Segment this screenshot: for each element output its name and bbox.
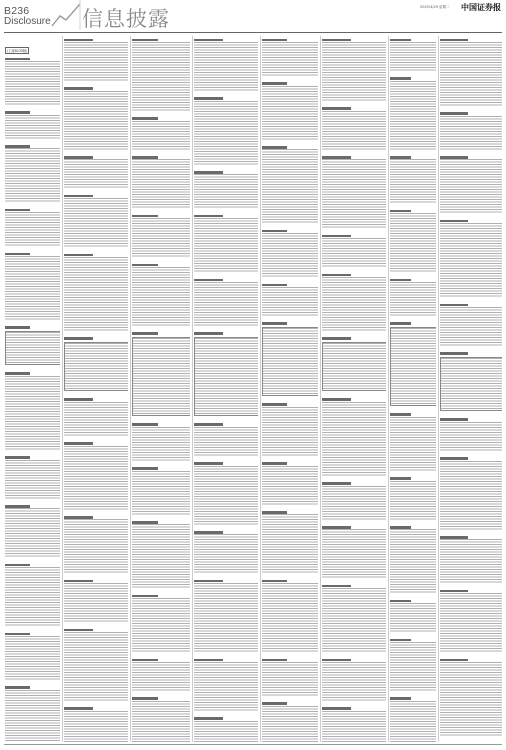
paragraph-text	[194, 721, 258, 742]
paragraph-heading	[194, 332, 223, 335]
paragraph-text	[132, 42, 190, 112]
paragraph-text	[390, 81, 436, 151]
paragraph-heading	[390, 39, 411, 42]
paragraph-text	[440, 662, 502, 737]
paragraph-heading	[390, 413, 411, 416]
paragraph-text	[440, 42, 502, 107]
text-column-8	[440, 37, 502, 742]
paragraph-text	[5, 256, 60, 321]
paragraph-text	[64, 198, 128, 248]
paragraph-text	[322, 111, 386, 151]
paragraph-text	[322, 238, 386, 268]
paragraph-text	[194, 466, 258, 526]
paragraph-heading	[64, 254, 93, 257]
paragraph-text	[262, 407, 318, 457]
paragraph-text	[194, 174, 258, 209]
paragraph-heading	[64, 516, 93, 519]
paragraph-heading	[194, 462, 223, 465]
paragraph-heading	[132, 264, 158, 267]
trend-line-icon	[50, 0, 84, 30]
paragraph-text	[64, 91, 128, 151]
paragraph-heading	[390, 477, 411, 480]
paragraph-text	[5, 115, 60, 140]
paragraph-heading	[132, 39, 158, 42]
paragraph-text	[132, 121, 190, 151]
paragraph-heading	[5, 633, 30, 636]
column-text-blocks	[132, 39, 190, 743]
paragraph-heading	[390, 600, 411, 603]
paragraph-text	[5, 212, 60, 247]
column-text-blocks	[64, 39, 128, 743]
paragraph-heading	[194, 423, 223, 426]
paragraph-text	[5, 61, 60, 106]
paragraph-heading	[64, 195, 93, 198]
paragraph-heading	[262, 403, 287, 406]
paragraph-text	[322, 588, 386, 653]
paragraph-heading	[5, 58, 30, 61]
paragraph-heading	[322, 337, 351, 340]
text-column-2	[64, 37, 128, 742]
paragraph-text	[440, 422, 502, 452]
paragraph-text	[322, 159, 386, 229]
paragraph-heading	[390, 156, 411, 159]
paragraph-heading	[132, 697, 158, 700]
paragraph-text	[440, 116, 502, 151]
paragraph-text	[194, 282, 258, 327]
paragraph-text	[262, 327, 318, 396]
paragraph-heading	[440, 156, 468, 159]
paragraph-text	[194, 583, 258, 653]
paragraph-heading	[64, 707, 93, 710]
page-header	[0, 0, 506, 32]
paragraph-heading	[262, 580, 287, 583]
paragraph-text	[440, 539, 502, 584]
paragraph-text	[262, 514, 318, 574]
footer-rule	[4, 744, 502, 745]
paragraph-heading	[132, 521, 158, 524]
paragraph-text	[64, 519, 128, 574]
paragraph-heading	[64, 39, 93, 42]
paragraph-heading	[194, 39, 223, 42]
paragraph-heading	[132, 117, 158, 120]
paragraph-text	[132, 662, 190, 692]
paragraph-text	[5, 567, 60, 627]
paragraph-heading	[5, 686, 30, 689]
column-text-blocks	[440, 39, 502, 743]
paragraph-text	[440, 461, 502, 531]
paragraph-heading	[132, 332, 158, 335]
paragraph-text	[262, 706, 318, 742]
paragraph-text	[322, 711, 386, 742]
paragraph-heading	[132, 467, 158, 470]
column-text-blocks	[262, 39, 318, 743]
paragraph-heading	[262, 146, 287, 149]
paragraph-text	[322, 662, 386, 702]
paragraph-text	[132, 159, 190, 209]
paragraph-text	[390, 529, 436, 594]
text-column-7	[390, 37, 436, 742]
paragraph-heading	[390, 322, 411, 325]
paragraph-text	[390, 417, 436, 472]
paragraph-text	[322, 277, 386, 332]
paragraph-text	[440, 223, 502, 298]
paragraph-heading	[64, 87, 93, 90]
paragraph-heading	[390, 210, 411, 213]
paragraph-text	[64, 42, 128, 82]
paragraph-heading	[440, 590, 468, 593]
paragraph-text	[440, 357, 502, 411]
paragraph-text	[132, 337, 190, 416]
paragraph-heading	[390, 697, 411, 700]
newspaper-logo: 中国证券报	[461, 2, 501, 12]
continued-label: (上接B235版)	[7, 49, 28, 53]
paragraph-heading	[5, 253, 30, 256]
paragraph-heading	[262, 702, 287, 705]
paragraph-heading	[322, 274, 351, 277]
paragraph-heading	[5, 145, 30, 148]
issue-date: 2025/4/29 星期二	[420, 5, 450, 9]
paragraph-heading	[5, 456, 30, 459]
paragraph-heading	[322, 585, 351, 588]
paragraph-heading	[322, 39, 351, 42]
paragraph-text	[64, 257, 128, 332]
paragraph-heading	[5, 209, 30, 212]
paragraph-heading	[132, 659, 158, 662]
paragraph-text	[5, 460, 60, 500]
paragraph-heading	[132, 156, 158, 159]
page-code: B236	[4, 5, 30, 17]
paragraph-heading	[132, 595, 158, 598]
paragraph-heading	[194, 717, 223, 720]
paragraph-heading	[262, 39, 287, 42]
paragraph-text	[132, 524, 190, 589]
text-column-3	[132, 37, 190, 742]
paragraph-heading	[440, 352, 468, 355]
paragraph-text	[322, 42, 386, 102]
paragraph-text	[390, 642, 436, 692]
paragraph-text	[322, 342, 386, 391]
paragraph-text	[132, 598, 190, 653]
paragraph-heading	[322, 707, 351, 710]
paragraph-heading	[64, 398, 93, 401]
paragraph-text	[194, 101, 258, 166]
paragraph-heading	[194, 215, 223, 218]
paragraph-heading	[390, 77, 411, 80]
paragraph-heading	[440, 457, 468, 460]
text-column-5	[262, 37, 318, 742]
paragraph-heading	[132, 215, 158, 218]
paragraph-text	[262, 86, 318, 141]
column-text-blocks	[194, 39, 258, 743]
paragraph-heading	[262, 322, 287, 325]
section-name-chinese: 信息披露	[82, 7, 170, 31]
paragraph-text	[440, 593, 502, 653]
paragraph-text	[64, 402, 128, 437]
paragraph-text	[390, 327, 436, 406]
paragraph-heading	[194, 580, 223, 583]
paragraph-heading	[322, 107, 351, 110]
paragraph-heading	[440, 112, 468, 115]
paragraph-text	[390, 701, 436, 742]
paragraph-heading	[5, 111, 30, 114]
paragraph-heading	[322, 482, 351, 485]
paragraph-text	[194, 42, 258, 92]
paragraph-text	[64, 711, 128, 742]
paragraph-heading	[64, 580, 93, 583]
paragraph-heading	[390, 639, 411, 642]
paragraph-text	[440, 159, 502, 214]
paragraph-text	[132, 471, 190, 516]
paragraph-heading	[64, 442, 93, 445]
paragraph-heading	[5, 564, 30, 567]
paragraph-text	[194, 337, 258, 416]
paragraph-heading	[194, 279, 223, 282]
paragraph-text	[64, 159, 128, 189]
column-text-blocks	[5, 58, 60, 743]
paragraph-heading	[64, 337, 93, 340]
text-column-1	[5, 37, 60, 742]
paragraph-heading	[194, 171, 223, 174]
paragraph-text	[5, 508, 60, 558]
paragraph-heading	[440, 39, 468, 42]
paragraph-text	[64, 342, 128, 391]
paragraph-heading	[132, 423, 158, 426]
paragraph-heading	[194, 659, 223, 662]
paragraph-text	[132, 427, 190, 462]
paragraph-text	[194, 662, 258, 712]
paragraph-heading	[262, 82, 287, 85]
paragraph-text	[390, 481, 436, 521]
paragraph-heading	[262, 659, 287, 662]
text-column-4	[194, 37, 258, 742]
paragraph-text	[262, 233, 318, 278]
paragraph-text	[194, 427, 258, 457]
paragraph-heading	[194, 97, 223, 100]
paragraph-heading	[262, 462, 287, 465]
paragraph-text	[5, 148, 60, 203]
paragraph-heading	[64, 156, 93, 159]
paragraph-heading	[440, 304, 468, 307]
paragraph-heading	[440, 659, 468, 662]
paragraph-text	[390, 42, 436, 72]
paragraph-text	[322, 529, 386, 579]
paragraph-heading	[5, 505, 30, 508]
paragraph-text	[194, 534, 258, 574]
paragraph-heading	[194, 531, 223, 534]
paragraph-heading	[322, 526, 351, 529]
paragraph-text	[262, 466, 318, 506]
paragraph-text	[390, 159, 436, 204]
paragraph-text	[5, 376, 60, 451]
paragraph-text	[64, 446, 128, 511]
paragraph-text	[390, 213, 436, 273]
paragraph-heading	[390, 279, 411, 282]
header-rule	[4, 32, 502, 33]
paragraph-heading	[5, 326, 30, 329]
paragraph-text	[5, 636, 60, 681]
paragraph-heading	[322, 659, 351, 662]
paragraph-heading	[262, 511, 287, 514]
paragraph-heading	[322, 156, 351, 159]
paragraph-text	[262, 42, 318, 77]
paragraph-text	[262, 662, 318, 697]
column-text-blocks	[390, 39, 436, 743]
paragraph-text	[132, 218, 190, 258]
paragraph-text	[132, 701, 190, 742]
paragraph-text	[5, 331, 60, 365]
paragraph-heading	[322, 235, 351, 238]
paragraph-text	[322, 486, 386, 521]
paragraph-text	[262, 287, 318, 317]
paragraph-heading	[440, 418, 468, 421]
paragraph-heading	[322, 398, 351, 401]
paragraph-heading	[262, 284, 287, 287]
paragraph-heading	[390, 526, 411, 529]
paragraph-heading	[5, 372, 30, 375]
paragraph-text	[262, 583, 318, 653]
paragraph-text	[390, 282, 436, 317]
paragraph-text	[194, 218, 258, 273]
paragraph-text	[262, 149, 318, 224]
paragraph-text	[64, 583, 128, 623]
paragraph-text	[64, 632, 128, 702]
paragraph-text	[322, 402, 386, 477]
section-name-english: Disclosure	[4, 16, 51, 27]
text-column-6	[322, 37, 386, 742]
paragraph-text	[390, 603, 436, 633]
paragraph-heading	[440, 536, 468, 539]
paragraph-heading	[64, 629, 93, 632]
paragraph-heading	[440, 220, 468, 223]
paragraph-text	[440, 307, 502, 347]
paragraph-text	[5, 690, 60, 742]
column-text-blocks	[322, 39, 386, 743]
paragraph-text	[132, 267, 190, 327]
paragraph-heading	[262, 230, 287, 233]
